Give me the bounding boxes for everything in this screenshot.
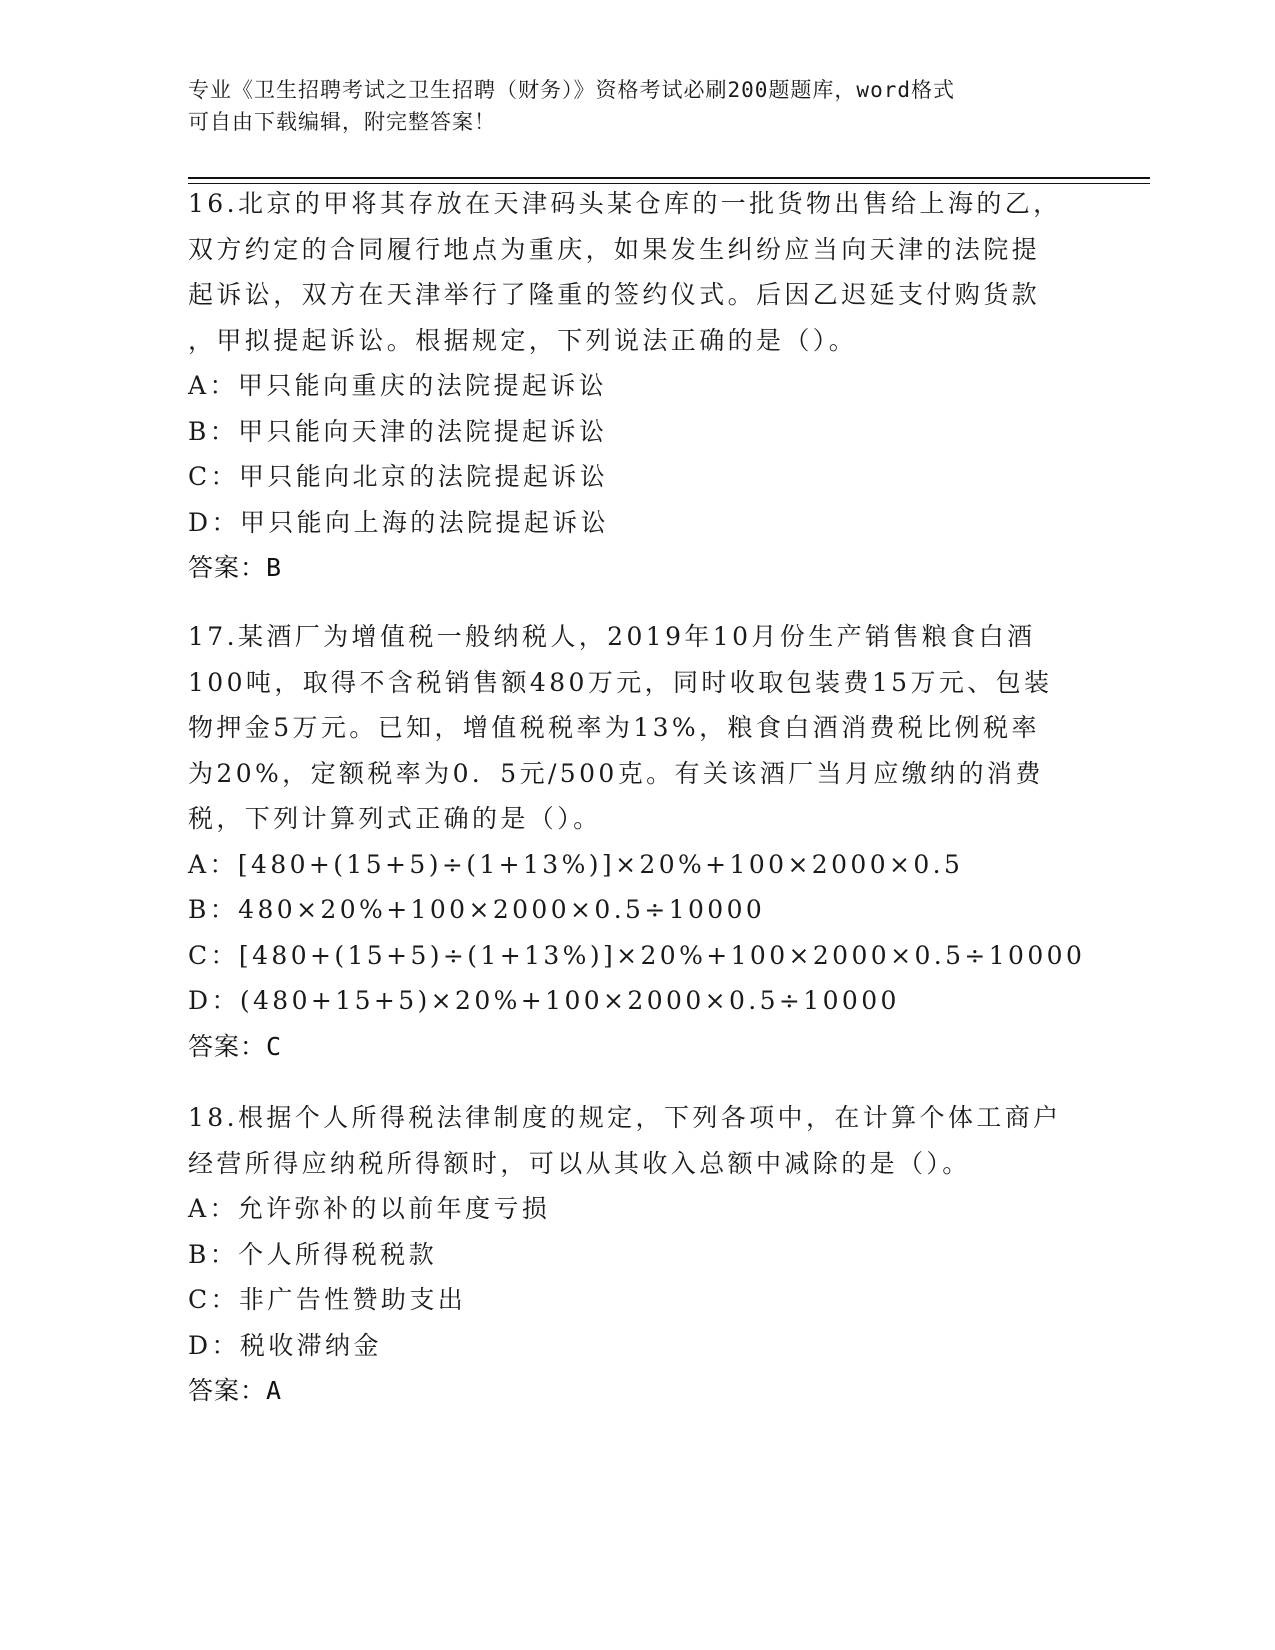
question-stem-line: 物押金5万元。已知，增值税税率为13%，粮食白酒消费税比例税率	[188, 713, 1040, 742]
question-stem-line: 18.根据个人所得税法律制度的规定，下列各项中，在计算个体工商户	[188, 1103, 1062, 1132]
question-stem-line: 100吨，取得不含税销售额480万元，同时收取包装费15万元、包装	[188, 667, 1053, 697]
question-stem-line: 税，下列计算列式正确的是（）。	[188, 804, 602, 833]
question-stem-line: 17.某酒厂为增值税一般纳税人，2019年10月份生产销售粮食白酒	[188, 622, 1036, 651]
option-c: C：甲只能向北京的法院提起诉讼	[188, 462, 609, 491]
option-a: A：[480+(15+5)÷(1+13%)]×20%+100×2000×0.5	[188, 849, 964, 879]
header-line: 专业《卫生招聘考试之卫生招聘（财务）》资格考试必刷200题题库，word格式	[188, 78, 955, 102]
question-stem-line: ，甲拟提起诉讼。根据规定，下列说法正确的是（）。	[188, 325, 858, 355]
question-stem-line: 为20%，定额税率为0．5元/500克。有关该酒厂当月应缴纳的消费	[188, 758, 1044, 788]
option-c: C：非广告性赞助支出	[188, 1285, 467, 1314]
question-stem-line: 经营所得应纳税所得额时，可以从其收入总额中减除的是（）。	[188, 1148, 971, 1178]
question-18	[188, 1095, 1068, 1414]
option-a: A：甲只能向重庆的法院提起诉讼	[188, 371, 608, 400]
header-line: 可自由下载编辑，附完整答案！	[188, 110, 496, 134]
option-d: D：税收滞纳金	[188, 1330, 382, 1360]
question-17	[188, 614, 1086, 1069]
question-16	[188, 181, 1068, 591]
option-a: A：允许弥补的以前年度亏损	[188, 1194, 551, 1223]
answer-label: 答案：A	[188, 1376, 283, 1405]
option-c: C：[480+(15+5)÷(1+13%)]×20%+100×2000×0.5÷10000	[188, 940, 1086, 970]
option-d: D：甲只能向上海的法院提起诉讼	[188, 507, 610, 537]
option-b: B：甲只能向天津的法院提起诉讼	[188, 416, 608, 446]
question-stem-line: 双方约定的合同履行地点为重庆，如果发生纠纷应当向天津的法院提	[188, 234, 1041, 264]
page-header	[188, 74, 1068, 138]
question-stem-line: 起诉讼，双方在天津举行了隆重的签约仪式。后因乙迟延支付购货款	[188, 280, 1041, 309]
option-b: B：480×20%+100×2000×0.5÷10000	[188, 895, 766, 924]
option-b: B：个人所得税税款	[188, 1239, 437, 1269]
question-stem-line: 16.北京的甲将其存放在天津码头某仓库的一批货物出售给上海的乙，	[188, 189, 1062, 218]
option-d: D：(480+15+5)×20%+100×2000×0.5÷10000	[188, 986, 900, 1015]
answer-label: 答案：B	[188, 553, 283, 582]
answer-label: 答案：C	[188, 1031, 283, 1061]
